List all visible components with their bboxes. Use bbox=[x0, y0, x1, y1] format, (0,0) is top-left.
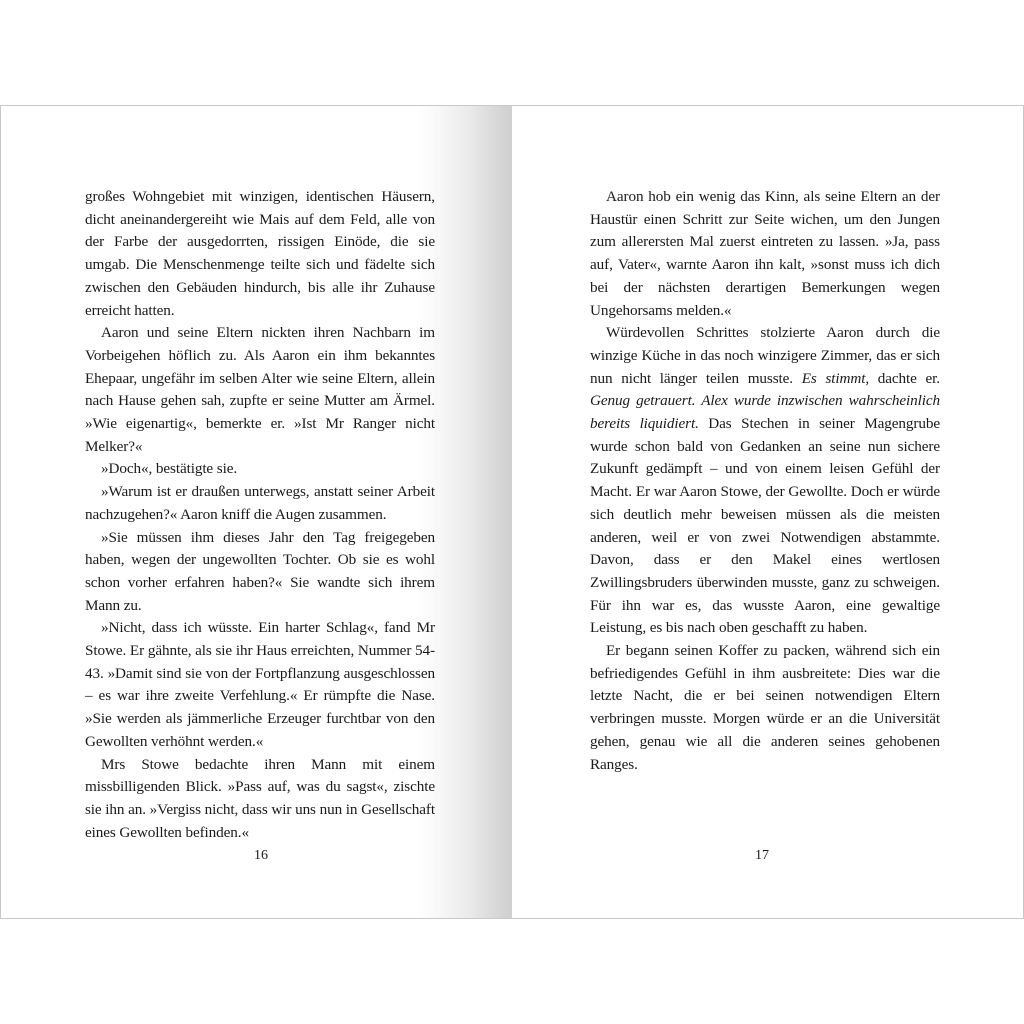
paragraph: Er begann seinen Koffer zu packen, während sich ein befriedigendes Gefühl in ihm ausbreitete: Dies war die letzte Nacht, die er bei seinen notwendigen Eltern verbringen musste. Morgen würde er an die Universität gehen, genau wie all die anderen seines gehobenen Ranges. bbox=[590, 642, 940, 773]
page-number-left: 16 bbox=[254, 848, 268, 863]
book-spread bbox=[0, 105, 1024, 919]
paragraph: Mrs Stowe bedachte ihren Mann mit einem missbilligenden Blick. »Pass auf, was du sagst«, zischte sie ihn an. »Vergiss nicht, dass wir uns nun in Gesellschaft eines Gewollten befinden.« bbox=[85, 755, 435, 841]
page-number-right: 17 bbox=[755, 848, 769, 863]
paragraph bbox=[590, 322, 940, 640]
italic-thought: Es stimmt, bbox=[801, 369, 870, 387]
right-page-text bbox=[590, 186, 940, 776]
right-page bbox=[512, 106, 1024, 918]
paragraph: Aaron hob ein wenig das Kinn, als seine Eltern an der Haustür einen Schritt zur Seite wichen, um den Jungen zum allerersten Mal zuerst eintreten zu lassen. »Ja, pass auf, Vater«, warnte Aaron ihn kalt, »sonst muss ich dich bei der nächsten derartigen Bemerkungen wegen Ungehorsams melden.« bbox=[590, 188, 940, 319]
paragraph: »Warum ist er draußen unterwegs, anstatt seiner Arbeit nachzugehen?« Aaron kniff die Augen zusammen. bbox=[85, 483, 435, 523]
left-page-text bbox=[85, 186, 435, 844]
paragraph-text: Das Stechen in seiner Magengrube wurde schon bald von Gedanken an seine nun sichere Zukunft gedämpft – und von einem leisen Gefühl der Macht. Er war Aaron Stowe, der Gewollte. Doch er würde sich deutlich mehr beweisen müssen als die meisten anderen, weil er von zwei Notwendigen abstammte. Davon, dass er den Makel eines wertlosen Zwillingsbruders überwinden musste, ganz zu schweigen. Für ihn war es, das wusste Aaron, eine gewaltige Leistung, es bis nach oben geschafft zu haben. bbox=[590, 415, 940, 637]
italic-thought: Genug getrauert. Alex wurde inzwischen wahrscheinlich bereits liquidiert. bbox=[590, 392, 940, 433]
paragraph: Aaron und seine Eltern nickten ihren Nachbarn im Vorbeigehen höflich zu. Als Aaron ein ihm bekanntes Ehepaar, ungefähr im selben Alter wie seine Eltern, allein nach Hause gehen sah, zupfte er seine Mutter am Ärmel. »Wie eigenartig«, bemerkte er. »Ist Mr Ranger nicht Melker?« bbox=[85, 324, 435, 455]
paragraph-text: Würdevollen Schrittes stolzierte Aaron durch die winzige Küche in das noch winzigere Zimmer, das er sich nun nicht länger teilen musste. bbox=[590, 324, 940, 387]
paragraph: »Doch«, bestätigte sie. bbox=[101, 460, 238, 478]
paragraph: »Nicht, dass ich wüsste. Ein harter Schlag«, fand Mr Stowe. Er gähnte, als sie ihr Haus erreichten, Nummer 54-43. »Damit sind sie von der Fortpflanzung ausgeschlossen – es war ihre zweite Verfehlung.« Er rümpfte die Nase. »Sie werden als jämmerliche Erzeuger furchtbar von den Gewollten verhöhnt werden.« bbox=[85, 619, 435, 750]
paragraph: »Sie müssen ihm dieses Jahr den Tag freigegeben haben, wegen der ungewollten Tochter. Ob sie es wohl schon vorher erfahren haben?« Sie wandte sich ihrem Mann zu. bbox=[85, 528, 435, 614]
paragraph: großes Wohngebiet mit winzigen, identischen Häusern, dicht aneinandergereiht wie Mais auf dem Feld, alle von der Farbe der ausgedorrten, rissigen Einöde, die sie umgab. Die Menschenmenge teilte sich und fädelte sich zwischen den Gebäuden hindurch, bis alle ihr Zuhause erreicht hatten. bbox=[85, 188, 435, 319]
left-page bbox=[0, 106, 512, 918]
paragraph-text: dachte er. bbox=[869, 369, 940, 387]
